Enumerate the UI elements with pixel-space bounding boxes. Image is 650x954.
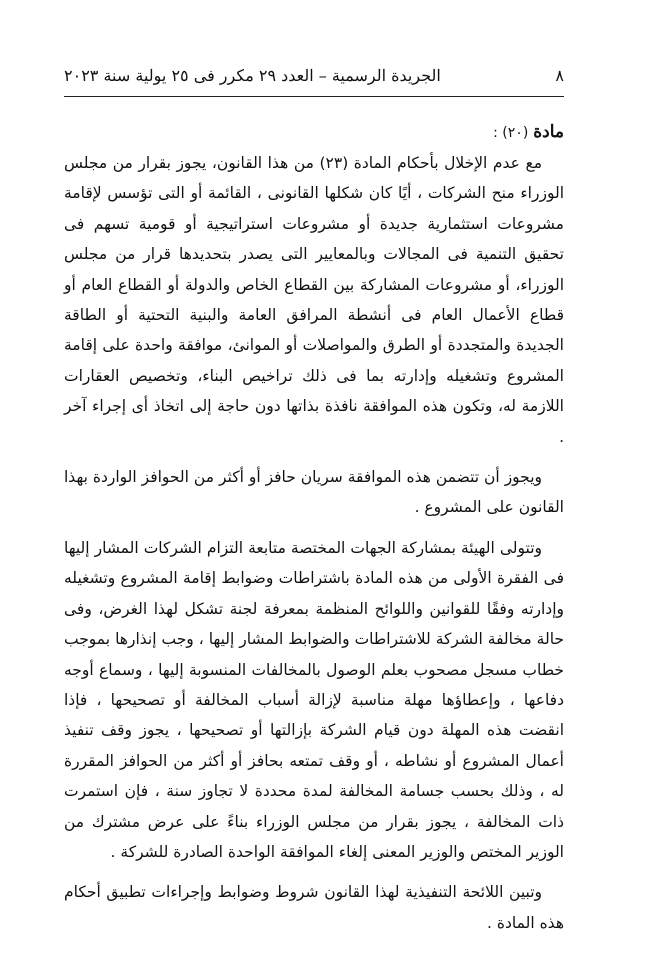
page-header <box>64 62 564 90</box>
article-heading <box>64 116 564 148</box>
header-divider <box>64 96 564 97</box>
document-body <box>64 116 564 948</box>
paragraph-3: وتتولى الهيئة بمشاركة الجهات المختصة متابعة التزام الشركات المشار إليها فى الفقرة الأولى من هذه المادة باشتراطات وضوابط إقامة المشروع وتشغيله وإدارته وفقًا للقوانين واللوائح المنظمة بمعرفة لجنة تشكل لهذا الغرض، وفى حالة مخالفة الشركة للاشتراطات والضوابط المشار إليها ، وجب إنذارها بموجب خطاب مسجل مصحوب بعلم الوصول بالمخالفات المنسوبة إليها ، وسماع أوجه دفاعها ، وإعطاؤها مهلة مناسبة لإزالة أسباب المخالفة أو تصحيحها ، فإذا انقضت هذه المهلة دون قيام الشركة بإزالتها أو تصحيحها ، يجوز وقف تنفيذ أعمال المشروع أو نشاطه ، أو وقف تمتعه بحافز أو أكثر من الحوافز المقررة له ، وذلك بحسب جسامة المخالفة لمدة محددة لا تجاوز سنة ، فإن استمرت ذات المخالفة ، يجوز بقرار من مجلس الوزراء بناءً على عرض مشترك من الوزير المختص والوزير المعنى إلغاء الموافقة الواحدة الصادرة للشركة . <box>64 538 564 861</box>
paragraph-2: ويجوز أن تتضمن هذه الموافقة سريان حافز أو أكثر من الحوافز الواردة بهذا القانون على المشروع . <box>64 468 564 517</box>
gazette-title: الجريدة الرسمية – العدد ٢٩ مكرر فى ٢٥ يولية سنة ٢٠٢٣ <box>64 66 441 85</box>
paragraph-4: وتبين اللائحة التنفيذية لهذا القانون شروط وضوابط وإجراءات تطبيق أحكام هذه المادة . <box>64 883 564 932</box>
paragraph-1: مع عدم الإخلال بأحكام المادة (٢٣) من هذا القانون، يجوز بقرار من مجلس الوزراء منح الشركات ، أيًا كان شكلها القانونى ، القائمة أو التى تؤسس لإقامة مشروعات استثمارية جديدة أو مشروعات استراتيجية أو قومية تسهم فى تحقيق التنمية فى المجالات وبالمعايير التى يصدر بتحديدها قرار من مجلس الوزراء، أو مشروعات المشاركة بين القطاع الخاص والدولة أو القطاع العام أو قطاع الأعمال العام فى أنشطة المرافق العامة والبنية التحتية أو الطاقة الجديدة والمتجددة أو الطرق والمواصلات أو الموانئ، موافقة واحدة على إقامة المشروع وتشغيله وإدارته بما فى ذلك تراخيص البناء، وتخصيص العقارات اللازمة له، وتكون هذه الموافقة نافذة بذاتها دون حاجة إلى اتخاذ أى إجراء آخر . <box>64 154 564 446</box>
article-title: مادة <box>533 122 564 142</box>
article-number: (٢٠) : <box>493 125 529 141</box>
page-number: ٨ <box>555 66 564 85</box>
